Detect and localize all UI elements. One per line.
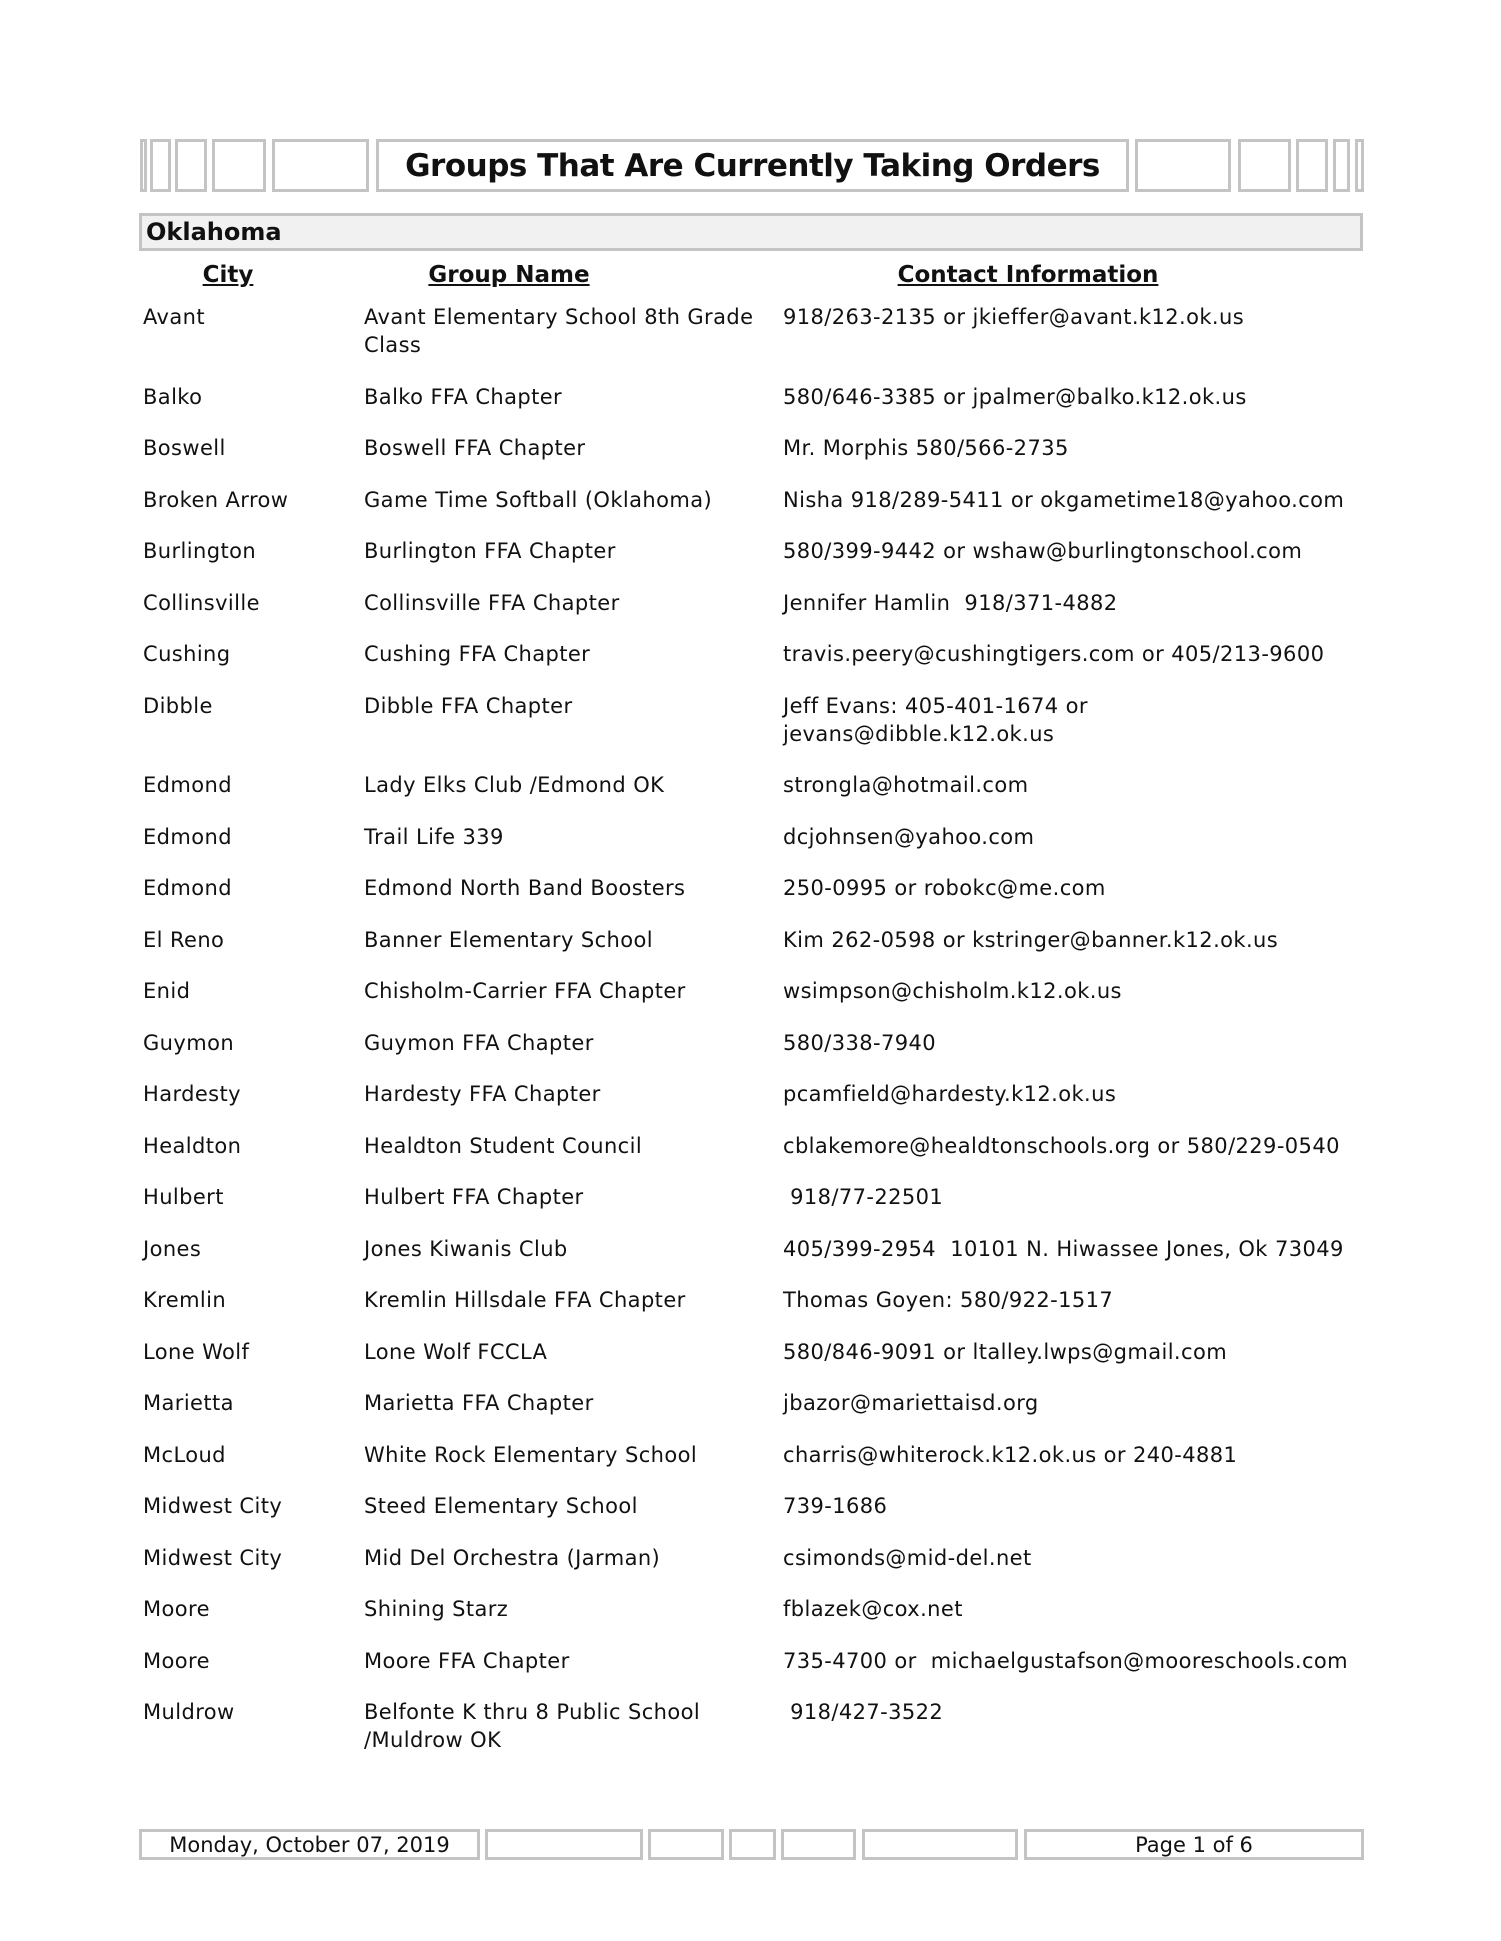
footer-decor-box xyxy=(485,1829,643,1860)
row-contact-info: 580/399-9442 or wshaw@burlingtonschool.com xyxy=(783,539,1303,563)
table-row xyxy=(143,1183,1365,1211)
table-row xyxy=(143,640,1365,668)
footer-decor-box xyxy=(729,1829,776,1860)
row-group-name: Burlington FFA Chapter xyxy=(364,539,616,563)
row-contact-info: 739-1686 xyxy=(783,1494,888,1518)
row-contact-info: Jennifer Hamlin 918/371-4882 xyxy=(783,590,1118,615)
row-group-name: Guymon FFA Chapter xyxy=(364,1030,594,1055)
footer-decor-box xyxy=(781,1829,856,1860)
row-contact-info: strongla@hotmail.com xyxy=(783,773,1029,797)
row-city: Balko xyxy=(143,384,203,409)
row-contact-info: 580/846-9091 or ltalley.lwps@gmail.com xyxy=(783,1339,1228,1364)
row-group-name: Avant Elementary School 8th Grade Class xyxy=(364,305,754,357)
header-decor-box xyxy=(272,139,369,192)
row-city: Muldrow xyxy=(143,1700,235,1724)
row-group-name: Boswell FFA Chapter xyxy=(364,436,586,460)
row-city: Midwest City xyxy=(143,1494,283,1518)
row-city: Guymon xyxy=(143,1030,235,1055)
row-group-name: Game Time Softball (Oklahoma) xyxy=(364,487,713,512)
table-row xyxy=(143,692,1365,748)
row-group-name: Hulbert FFA Chapter xyxy=(364,1185,584,1209)
row-contact-info: fblazek@cox.net xyxy=(783,1597,963,1621)
header-decor-box xyxy=(1333,139,1350,192)
row-city: Moore xyxy=(143,1597,210,1621)
row-contact-info: travis.peery@cushingtigers.com or 405/213-9600 xyxy=(783,642,1325,666)
row-city: Moore xyxy=(143,1648,210,1673)
row-contact-info: 735-4700 or michaelgustafson@mooreschools.com xyxy=(783,1648,1348,1673)
row-group-name: Dibble FFA Chapter xyxy=(364,693,573,718)
table-row xyxy=(143,1698,1365,1754)
row-group-name: Edmond North Band Boosters xyxy=(364,876,686,900)
row-city: Edmond xyxy=(143,773,232,797)
row-group-name: Chisholm-Carrier FFA Chapter xyxy=(364,979,686,1003)
row-city: Hardesty xyxy=(143,1082,241,1106)
header-decor-box xyxy=(140,139,147,192)
row-city: Avant xyxy=(143,305,205,329)
footer-date: Monday, October 07, 2019 xyxy=(139,1829,480,1860)
table-row xyxy=(143,977,1365,1005)
header-decor-box xyxy=(1135,139,1231,192)
header-decor-box xyxy=(150,139,171,192)
row-city: Edmond xyxy=(143,876,232,900)
row-contact-info: cblakemore@healdtonschools.org or 580/229-0540 xyxy=(783,1133,1340,1158)
row-city: Jones xyxy=(143,1236,202,1261)
table-row xyxy=(143,1286,1365,1314)
header-decor-box xyxy=(1238,139,1291,192)
table-row xyxy=(143,486,1365,514)
row-group-name: Healdton Student Council xyxy=(364,1133,643,1158)
row-contact-info: 918/263-2135 or jkieffer@avant.k12.ok.us xyxy=(783,305,1245,329)
row-contact-info: jbazor@mariettaisd.org xyxy=(783,1391,1039,1415)
row-contact-info: dcjohnsen@yahoo.com xyxy=(783,824,1035,849)
row-contact-info: csimonds@mid-del.net xyxy=(783,1545,1032,1570)
row-city: Healdton xyxy=(143,1133,242,1158)
row-city: Broken Arrow xyxy=(143,487,289,512)
row-group-name: Marietta FFA Chapter xyxy=(364,1391,594,1415)
row-group-name: Banner Elementary School xyxy=(364,927,653,952)
row-group-name: Collinsville FFA Chapter xyxy=(364,590,620,615)
row-city: Boswell xyxy=(143,436,226,460)
row-group-name: Moore FFA Chapter xyxy=(364,1648,570,1673)
row-city: Enid xyxy=(143,979,191,1003)
table-row xyxy=(143,1595,1365,1623)
row-group-name: Lady Elks Club /Edmond OK xyxy=(364,773,665,797)
row-group-name: Trail Life 339 xyxy=(364,824,504,849)
table-row xyxy=(143,303,1365,359)
table-row xyxy=(143,1647,1365,1675)
row-group-name: Balko FFA Chapter xyxy=(364,384,563,409)
table-row xyxy=(143,823,1365,851)
row-contact-info: 918/427-3522 xyxy=(783,1700,944,1724)
row-contact-info: 250-0995 or robokc@me.com xyxy=(783,876,1106,900)
state-heading: Oklahoma xyxy=(139,213,1363,251)
header-decor-box xyxy=(212,139,266,192)
row-contact-info: 918/77-22501 xyxy=(783,1185,944,1209)
table-row xyxy=(143,874,1365,902)
row-contact-info: Kim 262-0598 or kstringer@banner.k12.ok.us xyxy=(783,927,1279,952)
row-city: El Reno xyxy=(143,927,225,952)
row-contact-info: wsimpson@chisholm.k12.ok.us xyxy=(783,979,1122,1003)
row-group-name: Shining Starz xyxy=(364,1597,509,1621)
row-contact-info: Mr. Morphis 580/566-2735 xyxy=(783,436,1069,460)
row-contact-info: 580/646-3385 or jpalmer@balko.k12.ok.us xyxy=(783,384,1247,409)
table-row xyxy=(143,1492,1365,1520)
table-row xyxy=(143,383,1365,411)
table-row xyxy=(143,1389,1365,1417)
row-contact-info: charris@whiterock.k12.ok.us or 240-4881 xyxy=(783,1442,1238,1467)
row-group-name: Hardesty FFA Chapter xyxy=(364,1082,601,1106)
row-group-name: Cushing FFA Chapter xyxy=(364,642,591,666)
table-row xyxy=(143,1441,1365,1469)
row-city: McLoud xyxy=(143,1442,226,1467)
row-city: Edmond xyxy=(143,824,232,849)
row-group-name: Jones Kiwanis Club xyxy=(364,1236,568,1261)
header-decor-box xyxy=(1296,139,1328,192)
column-header-group: Group Name xyxy=(428,262,590,288)
header-decor-box xyxy=(175,139,207,192)
table-row xyxy=(143,1080,1365,1108)
row-contact-info: pcamfield@hardesty.k12.ok.us xyxy=(783,1082,1117,1106)
row-city: Collinsville xyxy=(143,590,260,615)
groups-table xyxy=(143,303,1365,1778)
table-row xyxy=(143,434,1365,462)
row-group-name: Kremlin Hillsdale FFA Chapter xyxy=(364,1288,686,1312)
row-city: Lone Wolf xyxy=(143,1339,250,1364)
row-city: Dibble xyxy=(143,693,213,718)
row-contact-info: Jeff Evans: 405-401-1674 or jevans@dibble.k12.ok.us xyxy=(783,693,1095,746)
table-row xyxy=(143,537,1365,565)
row-contact-info: 580/338-7940 xyxy=(783,1030,937,1055)
row-city: Hulbert xyxy=(143,1185,224,1209)
table-row xyxy=(143,1544,1365,1572)
table-row xyxy=(143,1338,1365,1366)
row-city: Kremlin xyxy=(143,1288,227,1312)
header-decor-box xyxy=(1355,139,1364,192)
footer-decor-box xyxy=(862,1829,1018,1860)
row-city: Midwest City xyxy=(143,1545,283,1570)
footer-page-number: Page 1 of 6 xyxy=(1024,1829,1364,1860)
footer-decor-box xyxy=(648,1829,724,1860)
row-contact-info: Thomas Goyen: 580/922-1517 xyxy=(783,1288,1114,1312)
row-group-name: Belfonte K thru 8 Public School /Muldrow OK xyxy=(364,1700,701,1752)
row-city: Cushing xyxy=(143,642,231,666)
column-header-contact: Contact Information xyxy=(897,262,1159,288)
page-title: Groups That Are Currently Taking Orders xyxy=(376,139,1129,192)
table-row xyxy=(143,1029,1365,1057)
column-header-city: City xyxy=(202,262,254,288)
table-row xyxy=(143,1235,1365,1263)
row-group-name: Steed Elementary School xyxy=(364,1494,638,1518)
row-city: Marietta xyxy=(143,1391,234,1415)
row-group-name: White Rock Elementary School xyxy=(364,1442,698,1467)
table-row xyxy=(143,926,1365,954)
row-city: Burlington xyxy=(143,539,257,563)
table-row xyxy=(143,771,1365,799)
row-contact-info: Nisha 918/289-5411 or okgametime18@yahoo.com xyxy=(783,487,1345,512)
table-row xyxy=(143,589,1365,617)
row-contact-info: 405/399-2954 10101 N. Hiwassee Jones, Ok 73049 xyxy=(783,1236,1344,1261)
row-group-name: Lone Wolf FCCLA xyxy=(364,1339,548,1364)
table-row xyxy=(143,1132,1365,1160)
row-group-name: Mid Del Orchestra (Jarman) xyxy=(364,1545,661,1570)
